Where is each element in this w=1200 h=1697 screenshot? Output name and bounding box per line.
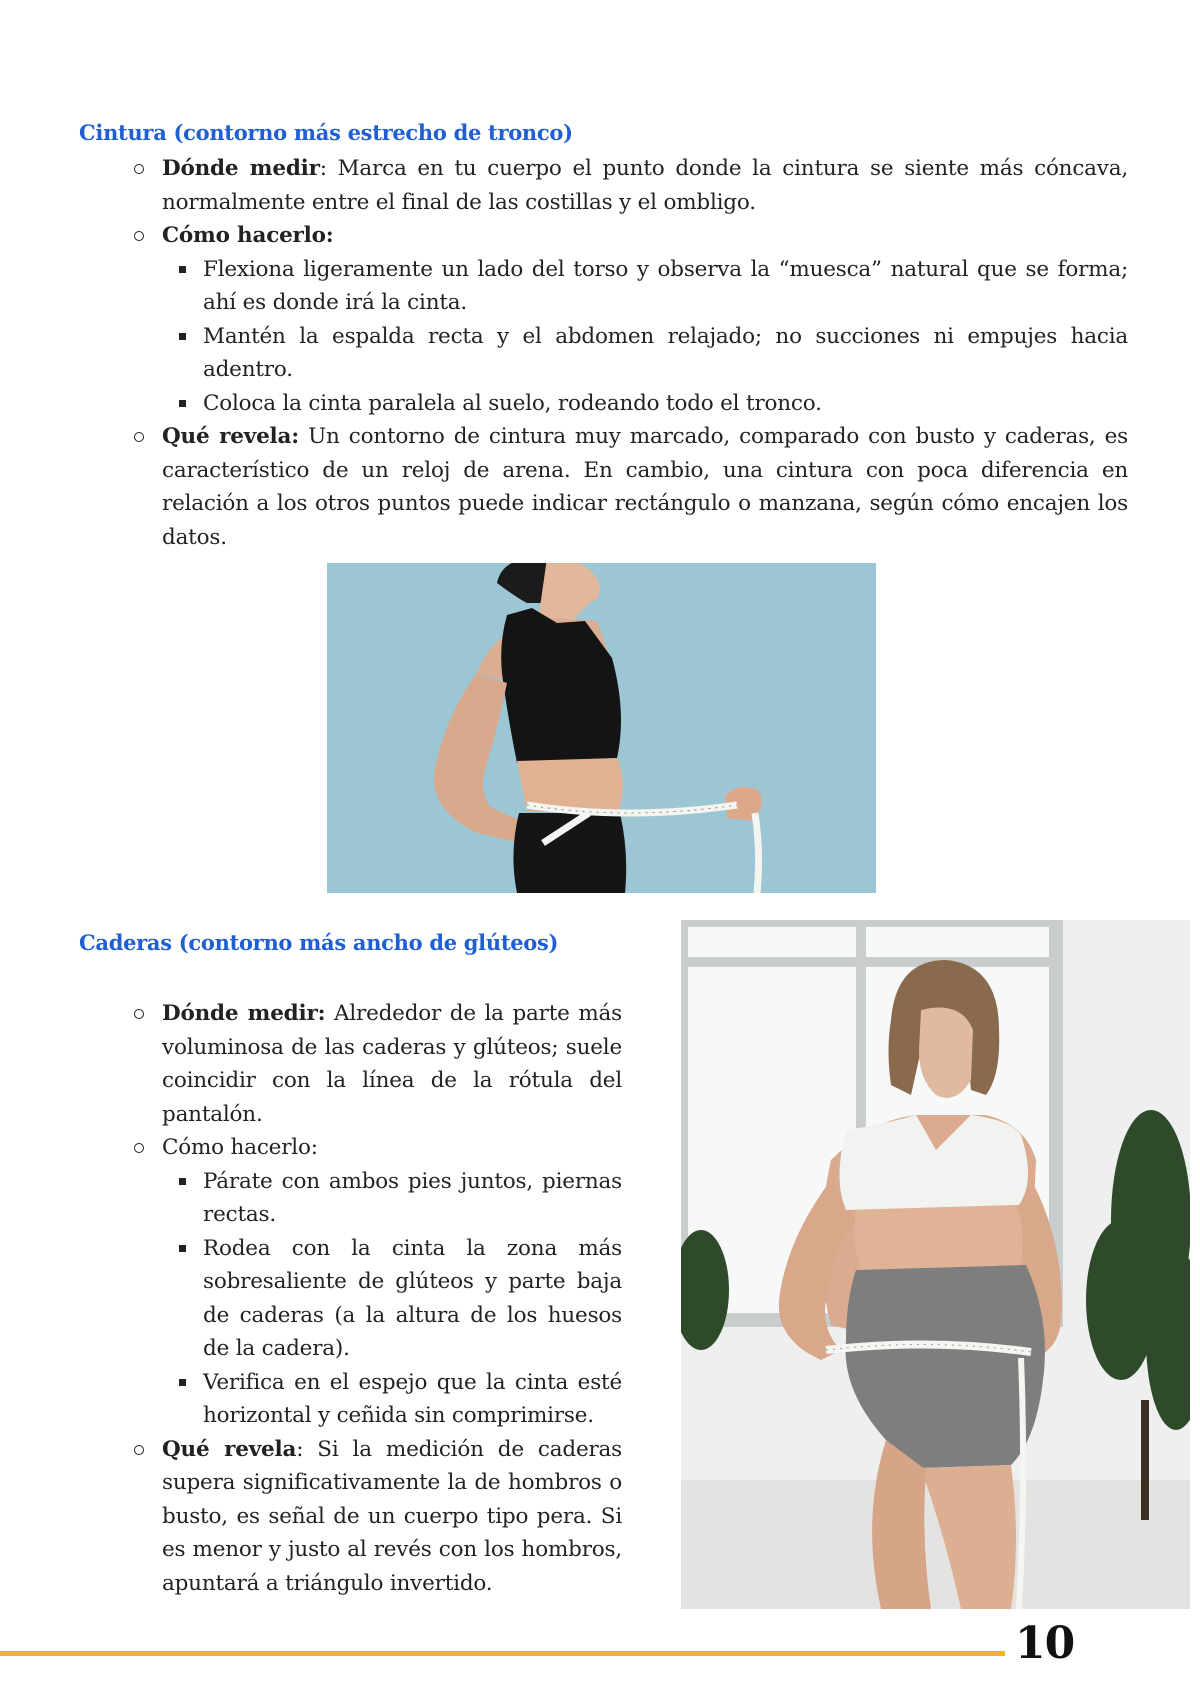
text-donde-medir: Alrededor de la parte más voluminosa de las caderas y glúteos; suele coincidir con la línea de la rótula del pantalón. [162,1001,622,1127]
waist-measure-illustration [327,563,876,893]
section-heading-caderas: Caderas (contorno más ancho de glúteos) [79,930,559,955]
list-item-que-revela [79,1433,622,1601]
list-item-donde-medir [79,152,1128,219]
step-item: Coloca la cinta paralela al suelo, rodeando todo el tronco. [162,387,1128,421]
section-heading-cintura: Cintura (contorno más estrecho de tronco) [79,120,573,145]
waist-measure-photo [327,563,876,893]
label-que-revela: Qué revela [162,1436,297,1462]
hip-measure-illustration [681,920,1190,1609]
list-item-como-hacerlo [79,1131,622,1433]
footer-divider [0,1651,1005,1656]
step-item: Rodea con la cinta la zona más sobresaliente de glúteos y parte baja de caderas (a la altura de los huesos de la cadera). [162,1232,622,1366]
label-como-hacerlo: Cómo hacerlo: [162,223,334,248]
page-number: 10 [1015,1618,1075,1669]
list-item-que-revela [79,420,1128,554]
list-item-como-hacerlo [79,219,1128,420]
step-item: Flexiona ligeramente un lado del torso y observa la “muesca” natural que se forma; ahí es donde irá la cinta. [162,253,1128,320]
step-item: Mantén la espalda recta y el abdomen relajado; no succiones ni empujes hacia adentro. [162,320,1128,387]
step-item: Verifica en el espejo que la cinta esté horizontal y ceñida sin comprimirse. [162,1366,622,1433]
text-donde-medir: : Marca en tu cuerpo el punto donde la cintura se siente más cóncava, normalmente entre el final de las costillas y el ombligo. [162,156,1128,215]
step-item: Párate con ambos pies juntos, piernas rectas. [162,1165,622,1232]
text-que-revela: : Si la medición de caderas supera significativamente la de hombros o busto, es señal de un cuerpo tipo pera. Si es menor y justo al revés con los hombros, apuntará a triángulo invertido. [162,1436,622,1596]
text-que-revela: Un contorno de cintura muy marcado, comparado con busto y caderas, es característico de un reloj de arena. En cambio, una cintura con poca diferencia en relación a los otros puntos puede indicar rectángulo o manzana, según cómo encajen los datos. [162,424,1128,550]
label-como-hacerlo: Cómo hacerlo: [162,1135,318,1160]
cintura-list [79,152,1128,554]
caderas-list [79,997,622,1600]
label-que-revela: Qué revela: [162,424,299,449]
label-donde-medir: Dónde medir: [162,1001,326,1026]
list-item-donde-medir [79,997,622,1131]
label-donde-medir: Dónde medir [162,156,320,181]
hip-measure-photo [681,920,1190,1609]
